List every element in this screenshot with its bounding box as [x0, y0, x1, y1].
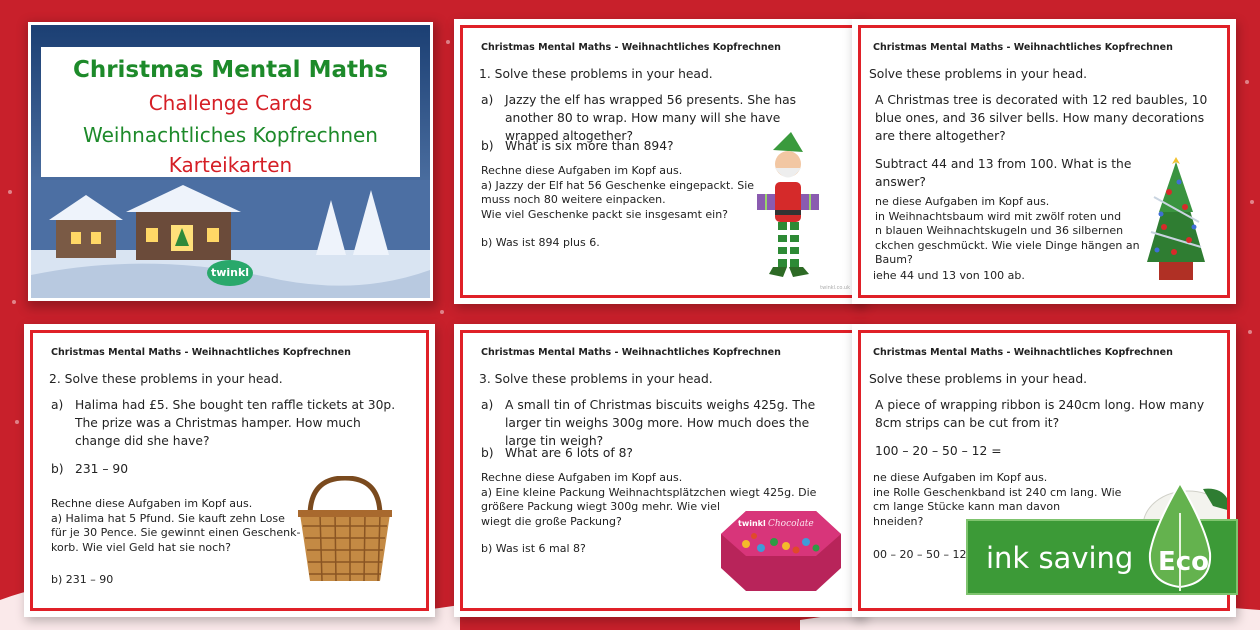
card-header: Christmas Mental Maths - Weihnachtliches Kopfrechnen [481, 347, 781, 358]
problem-b-label: b) [481, 446, 494, 460]
card-header: Christmas Mental Maths - Weihnachtliches Kopfrechnen [873, 347, 1173, 358]
german-line: für je 30 Pence. Sie gewinnt einen Geschenk- [51, 526, 301, 539]
german-text [481, 164, 755, 222]
german-b: b) Was ist 6 mal 8? [481, 542, 586, 555]
german-line: in Weihnachtsbaum wird mit zwölf roten und [875, 209, 1122, 223]
problem-a [875, 396, 1205, 432]
german-b: b) 231 – 90 [51, 573, 114, 586]
german-line: n blauen Weihnachtskugeln und 36 silbernen [875, 224, 1124, 237]
card-4 [460, 330, 859, 611]
problem-b-text: 231 – 90 [75, 462, 129, 476]
german-line: ne diese Aufgaben im Kopf aus. [873, 471, 1048, 484]
card-1 [460, 25, 859, 298]
german-line: größere Packung wiegt 300g mehr. Wie viel [481, 500, 721, 513]
german-line: hneiden? [873, 514, 924, 528]
question-heading: Solve these problems in your head. [869, 372, 1088, 386]
problem-b-text: 100 – 20 – 50 – 12 = [875, 444, 1002, 458]
ink-saving-label: ink saving [986, 541, 1134, 575]
title-de: Weihnachtliches Kopfrechnen [83, 123, 378, 147]
subtitle-de: Karteikarten [168, 153, 293, 177]
problem-a-label: a) [51, 398, 64, 412]
problem-a-text: Halima had £5. She bought ten raffle tickets at 30p. The prize was a Christmas hamper. How much change did she have? [75, 398, 396, 448]
german-line: korb. Wie viel Geld hat sie noch? [51, 540, 232, 554]
german-line: ckchen geschmückt. Wie viele Dinge hängen an [875, 238, 1140, 252]
german-b: 00 – 20 – 50 – 12 [873, 548, 967, 561]
question-heading: 1. Solve these problems in your head. [479, 67, 713, 81]
question-heading: Solve these problems in your head. [869, 67, 1088, 81]
problem-a-text: A piece of wrapping ribbon is 240cm long. How many 8cm strips can be cut from it? [875, 398, 1205, 430]
problem-b-text: What is six more than 894? [505, 139, 674, 153]
footer-mark: twinkl.co.uk [820, 285, 850, 291]
problem-a [481, 91, 836, 143]
tin-label: Chocolate [768, 519, 814, 529]
german-line: a) Jazzy der Elf hat 56 Geschenke eingepackt. Sie [481, 178, 755, 192]
card-2 [858, 25, 1230, 298]
problem-a-label: a) [481, 93, 494, 107]
problem-a-text: A small tin of Christmas biscuits weighs 425g. The larger tin weighs 300g more. How much does the large tin weigh? [505, 398, 816, 448]
german-line: Wie viel Geschenke packt sie insgesamt ein? [481, 207, 729, 221]
elf-icon [753, 132, 823, 282]
german-line: Rechne diese Aufgaben im Kopf aus. [481, 471, 683, 484]
card-header: Christmas Mental Maths - Weihnachtliches Kopfrechnen [481, 42, 781, 53]
question-heading: 3. Solve these problems in your head. [479, 372, 713, 386]
eco-label: Eco [1158, 547, 1210, 577]
chocolate-tin-icon [716, 506, 846, 596]
problem-a-text: A Christmas tree is decorated with 12 red baubles, 10 blue ones, and 36 silver bells. How many decorations are there altogether? [875, 93, 1208, 143]
problem-a [481, 396, 836, 448]
german-b: b) Was ist 894 plus 6. [481, 236, 600, 249]
problem-a [875, 91, 1215, 145]
title-card [31, 25, 430, 298]
card-header: Christmas Mental Maths - Weihnachtliches Kopfrechnen [873, 42, 1173, 53]
problem-b [875, 155, 1165, 191]
problem-b-label: b) [51, 462, 64, 476]
problem-a-label: a) [481, 398, 494, 412]
question-heading: 2. Solve these problems in your head. [49, 372, 283, 386]
problem-b [481, 444, 836, 462]
german-line: ine Rolle Geschenkband ist 240 cm lang. Wie [873, 485, 1122, 499]
german-line: Rechne diese Aufgaben im Kopf aus. [481, 164, 683, 177]
problem-b [875, 442, 1175, 460]
card-3 [30, 330, 429, 611]
german-line: cm lange Stücke kann man davon [873, 500, 1061, 513]
german-line: wiegt die große Packung? [481, 514, 622, 528]
problem-b-text: Subtract 44 and 13 from 100. What is the answer? [875, 157, 1132, 189]
german-line: muss noch 80 weitere einpacken. [481, 193, 666, 206]
basket-icon [295, 476, 395, 586]
problem-b-label: b) [481, 139, 494, 153]
german-line: a) Halima hat 5 Pfund. Sie kauft zehn Lose [51, 511, 285, 525]
twinkl-logo: twinkl [207, 260, 253, 286]
card-header: Christmas Mental Maths - Weihnachtliches Kopfrechnen [51, 347, 351, 358]
german-text [875, 195, 1145, 268]
ink-saving-badge [966, 519, 1238, 595]
german-text [51, 497, 321, 555]
title-en: Christmas Mental Maths [72, 57, 389, 83]
subtitle-en: Challenge Cards [148, 91, 313, 115]
german-line: ne diese Aufgaben im Kopf aus. [875, 195, 1050, 208]
problem-a [51, 396, 406, 450]
german-line: a) Eine kleine Packung Weihnachtsplätzchen wiegt 425g. Die [481, 485, 817, 499]
german-b: iehe 44 und 13 von 100 ab. [873, 269, 1025, 282]
problem-a-text: Jazzy the elf has wrapped 56 presents. She has another 80 to wrap. How many will she have wrapped altogether? [505, 93, 797, 143]
german-line: Rechne diese Aufgaben im Kopf aus. [51, 497, 253, 510]
tin-brand: twinkl [738, 519, 766, 528]
german-line: Baum? [875, 253, 913, 266]
christmas-tree-icon [1139, 152, 1214, 287]
problem-b-text: What are 6 lots of 8? [505, 446, 633, 460]
